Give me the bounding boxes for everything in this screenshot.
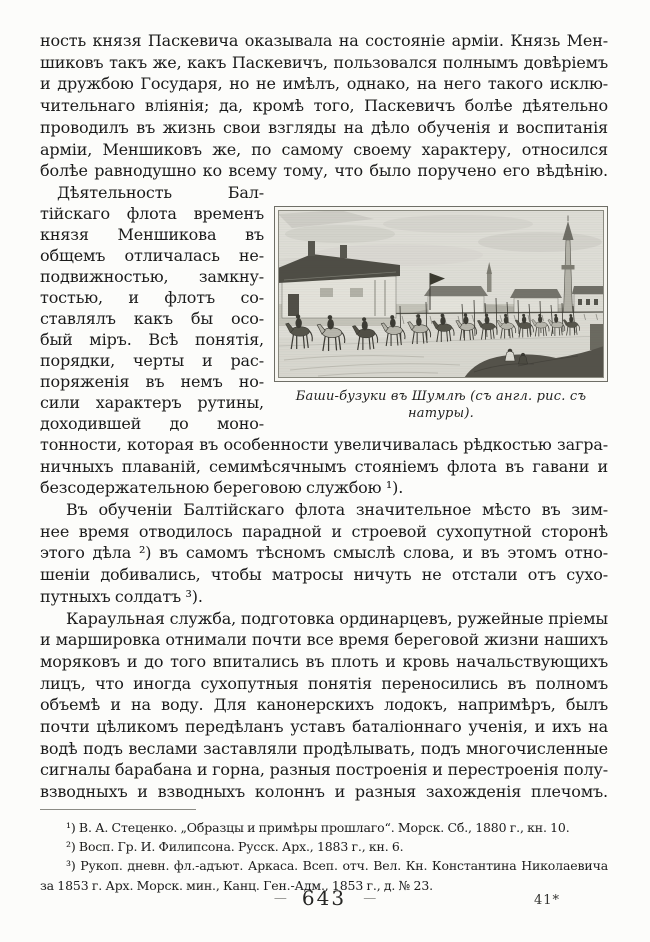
footnote-line: за 1853 г. Арх. Морск. мин., Канц. Ген.-Адм., 1853 г., д. № 23. xyxy=(40,877,433,893)
fleet-paragraph-column xyxy=(40,182,264,434)
text-line: Въ обученіи Балтійскаго флота значительное мѣсто въ зим- xyxy=(66,500,608,520)
text-line: проводилъ въ жизнь свои взгляды на дѣло обученія и воспитанія xyxy=(40,117,608,137)
fleet-paragraph-continued xyxy=(40,434,608,499)
text-line: порядки, черты и рас- xyxy=(40,350,264,370)
footnotes xyxy=(40,818,608,895)
footnote-separator xyxy=(40,809,196,810)
intro-paragraph xyxy=(40,30,608,182)
signature-mark: 41* xyxy=(533,893,560,908)
text-line: подвижностью, замкну- xyxy=(40,266,264,286)
text-line: Караульная служба, подготовка ординарцевъ, ружейные пріемы xyxy=(66,608,608,628)
training-paragraph xyxy=(40,499,608,608)
text-line: взводныхъ и взводныхъ колоннъ и разныя захожденія плечомъ. xyxy=(40,782,608,802)
text-line: доходившей до моно- xyxy=(40,413,264,433)
footnote-line: ³) Рукоп. дневн. фл.-адъют. Аркаса. Всеп. отч. Вел. Кн. Константина Николаевича xyxy=(66,858,608,874)
text-line: чительнаго вліянія; да, кромѣ того, Паскевичъ болѣе дѣятельно xyxy=(40,96,608,116)
figure-caption: Баши-бузуки въ Шумлѣ (съ англ. рис. съ натуры). xyxy=(295,388,587,421)
text-line: шиковъ такъ же, какъ Паскевичъ, пользовался полнымъ довѣріемъ xyxy=(40,52,608,72)
text-line: болѣе равнодушно ко всему тому, что было поручено его вѣдѣнію. xyxy=(40,161,608,181)
footnote-line: ²) Восп. Гр. И. Филипсона. Русск. Арх., 1883 г., кн. 6. xyxy=(66,839,404,855)
text-line: шеніи добивались, чтобы матросы ничуть не отстали отъ сухо- xyxy=(40,565,608,585)
text-line: и дружбою Государя, но не имѣлъ, однако, на него такого исклю- xyxy=(40,74,608,94)
footer-dash-left: — xyxy=(273,891,285,906)
text-line: тонности, которая въ особенности увеличивалась рѣдкостью загра- xyxy=(40,434,608,454)
text-line: лицъ, что иногда сухопутныя понятія переносились въ полномъ xyxy=(40,673,608,693)
engraving-frame xyxy=(274,206,608,382)
text-line: водѣ подъ веслами заставляли продѣлывать, подъ многочисленные xyxy=(40,738,608,758)
text-line: тостью, и флотъ со- xyxy=(40,287,264,307)
text-line: путныхъ солдатъ ³). xyxy=(40,586,203,606)
text-line: нее время отводилось парадной и строевой сухопутной сторонѣ xyxy=(40,521,608,541)
text-line: сили характеръ рутины, xyxy=(40,392,264,412)
footer-dash-right: — xyxy=(363,891,375,906)
page-content xyxy=(40,30,608,895)
page-number: 643 xyxy=(301,886,347,910)
text-line: моряковъ и до того впитались въ плоть и кровь начальствующихъ xyxy=(40,651,608,671)
text-line: тійскаго флота временъ xyxy=(40,203,264,223)
text-line: Дѣятельность Бал- xyxy=(57,182,264,202)
page-footer xyxy=(40,886,608,910)
bashi-bazouks-engraving xyxy=(278,210,604,378)
text-line: общемъ отличалась не- xyxy=(40,245,264,265)
text-line: безсодержательною береговою службою ¹). xyxy=(40,478,404,498)
text-line: князя Меншикова въ xyxy=(40,224,264,244)
text-line: и маршировка отнимали почти все время береговой жизни нашихъ xyxy=(40,630,608,650)
text-line: поряженія въ немъ но- xyxy=(40,371,264,391)
text-line: этого дѣла ²) въ самомъ тѣсномъ смыслѣ слова, и въ этомъ отно- xyxy=(40,543,608,563)
text-line: ность князя Паскевича оказывала на состояніе арміи. Князь Мен- xyxy=(40,31,608,50)
guard-duty-paragraph xyxy=(40,608,608,803)
column-and-figure-row xyxy=(40,182,608,434)
footnote-line: ¹) В. А. Стеценко. „Образцы и примѣры прошлаго“. Морск. Сб., 1880 г., кн. 10. xyxy=(66,819,570,835)
figure-bashi-bazouks xyxy=(274,206,608,422)
text-line: ставлялъ какъ бы осо- xyxy=(40,308,264,328)
text-line: объемѣ и на воду. Для канонерскихъ лодокъ, напримѣръ, былъ xyxy=(40,695,608,715)
text-line: арміи, Меншиковъ же, по самому своему характеру, относился xyxy=(40,139,608,159)
text-line: бый міръ. Всѣ понятія, xyxy=(40,329,264,349)
text-line: ничныхъ плаваній, семимѣсячнымъ стояніемъ флота въ гавани и xyxy=(40,456,608,476)
text-line: сигналы барабана и горна, разныя построенія и перестроенія полу- xyxy=(40,760,608,780)
text-line: почти цѣликомъ передѣланъ уставъ баталіоннаго ученія, и ихъ на xyxy=(40,717,608,737)
